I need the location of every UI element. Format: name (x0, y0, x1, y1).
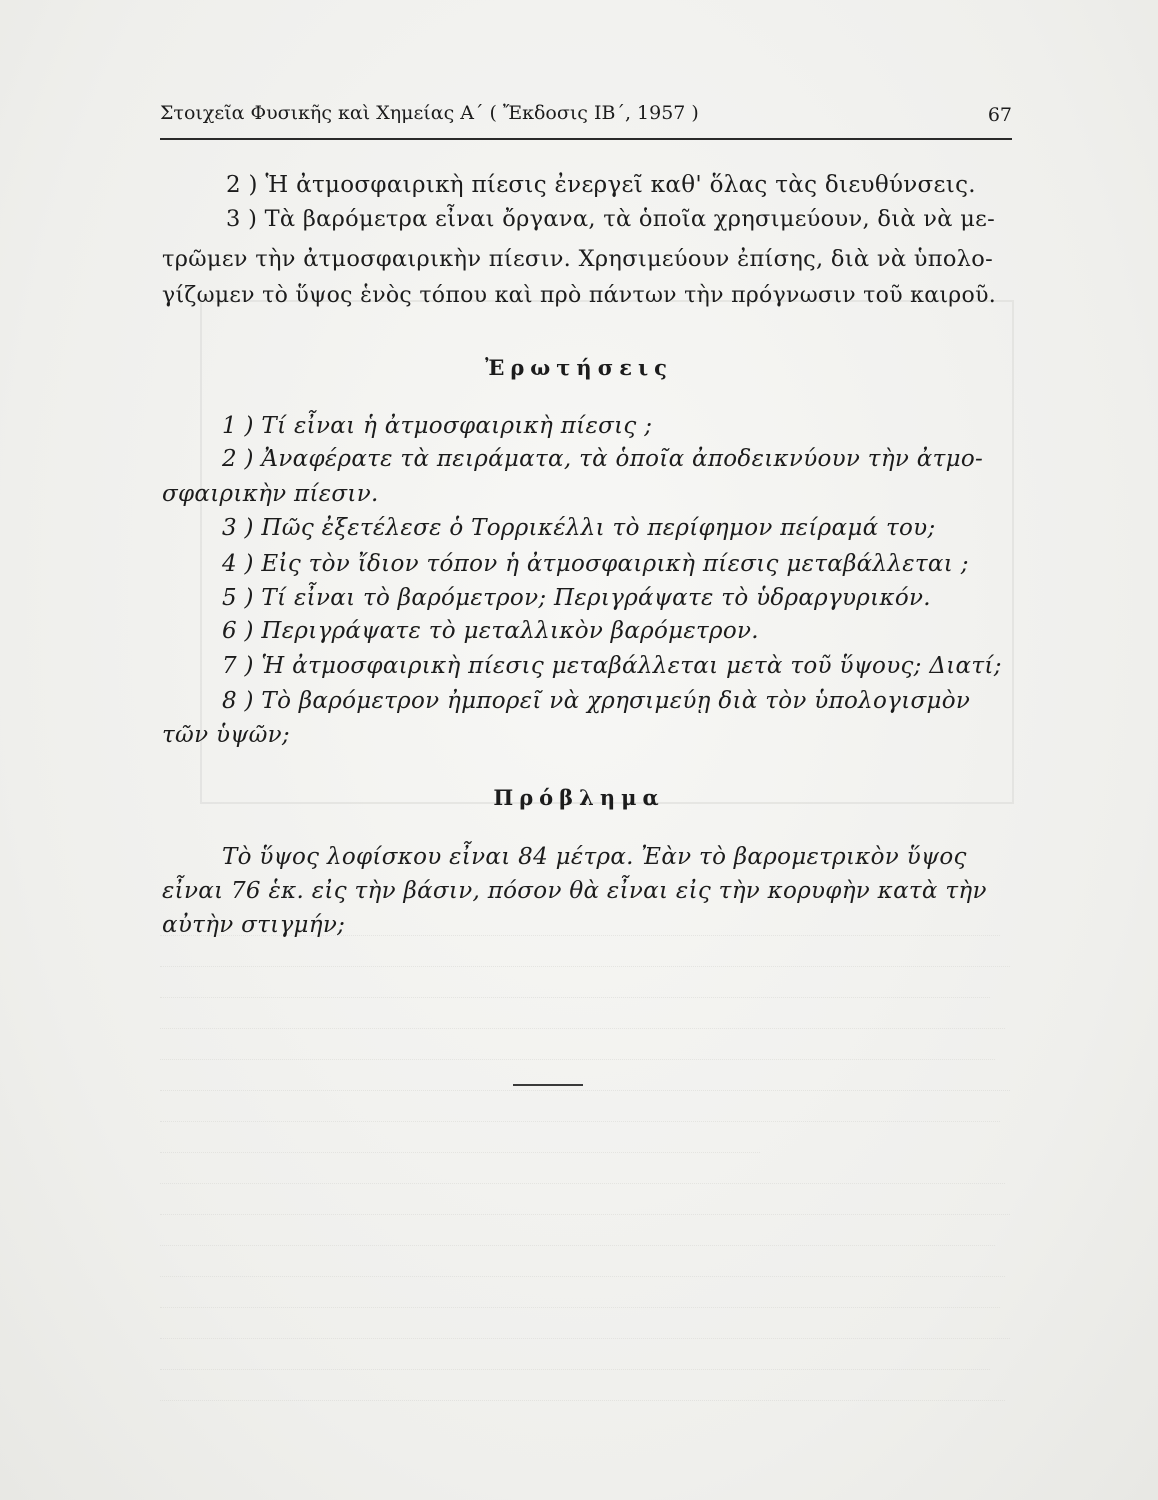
problem-heading: Πρόβλημα (493, 785, 665, 810)
summary-line: 3 ) Τὰ βαρόμετρα εἶναι ὄργανα, τὰ ὁποῖα χρησιμεύουν, διὰ νὰ με- (226, 206, 995, 232)
question-line: τῶν ὑψῶν; (162, 722, 290, 748)
summary-line: γίζωμεν τὸ ὕψος ἑνὸς τόπου καὶ πρὸ πάντων τὴν πρόγνωσιν τοῦ καιροῦ. (162, 283, 997, 308)
question-line: 6 ) Περιγράψατε τὸ μεταλλικὸν βαρόμετρον. (222, 618, 759, 644)
question-line: 8 ) Τὸ βαρόμετρον ἠμπορεῖ νὰ χρησιμεύῃ διὰ τὸν ὑπολογισμὸν (222, 688, 971, 714)
problem-line: αὐτὴν στιγμήν; (162, 912, 346, 938)
closing-rule (513, 1084, 583, 1086)
problem-line: εἶναι 76 ἑκ. εἰς τὴν βάσιν, πόσον θὰ εἶναι εἰς τὴν κορυφὴν κατὰ τὴν (162, 878, 987, 904)
header-title: Στοιχεῖα Φυσικῆς καὶ Χημείας Α΄ ( Ἔκδοσις ΙΒ΄, 1957 ) (160, 102, 699, 124)
question-line: 3 ) Πῶς ἐξετέλεσε ὁ Τορρικέλλι τὸ περίφημον πείραμά του; (222, 515, 936, 541)
show-through-texture (160, 905, 1020, 1425)
question-line: 1 ) Τί εἶναι ἡ ἀτμοσφαιρικὴ πίεσις ; (222, 413, 653, 439)
problem-line: Τὸ ὕψος λοφίσκου εἶναι 84 μέτρα. Ἐὰν τὸ βαρομετρικὸν ὕψος (222, 844, 967, 870)
summary-line: τρῶμεν τὴν ἀτμοσφαιρικὴν πίεσιν. Χρησιμεύουν ἐπίσης, διὰ νὰ ὑπολο- (162, 246, 993, 272)
header-rule (160, 138, 1012, 140)
page-number: 67 (987, 104, 1012, 126)
question-line: 2 ) Ἀναφέρατε τὰ πειράματα, τὰ ὁποῖα ἀποδεικνύουν τὴν ἀτμο- (222, 446, 984, 472)
question-line: 7 ) Ἡ ἀτμοσφαιρικὴ πίεσις μεταβάλλεται μετὰ τοῦ ὕψους; Διατί; (222, 653, 1002, 679)
question-line: 5 ) Τί εἶναι τὸ βαρόμετρον; Περιγράψατε τὸ ὑδραργυρικόν. (222, 585, 931, 611)
question-line: σφαιρικὴν πίεσιν. (162, 481, 379, 507)
summary-line: 2 ) Ἡ ἀτμοσφαιρικὴ πίεσις ἐνεργεῖ καθ' ὅλας τὰς διευθύνσεις. (226, 172, 976, 198)
running-header (160, 98, 1012, 130)
question-line: 4 ) Εἰς τὸν ἴδιον τόπον ἡ ἀτμοσφαιρικὴ πίεσις μεταβάλλεται ; (222, 551, 969, 577)
questions-heading: Ἐρωτήσεις (485, 355, 673, 380)
